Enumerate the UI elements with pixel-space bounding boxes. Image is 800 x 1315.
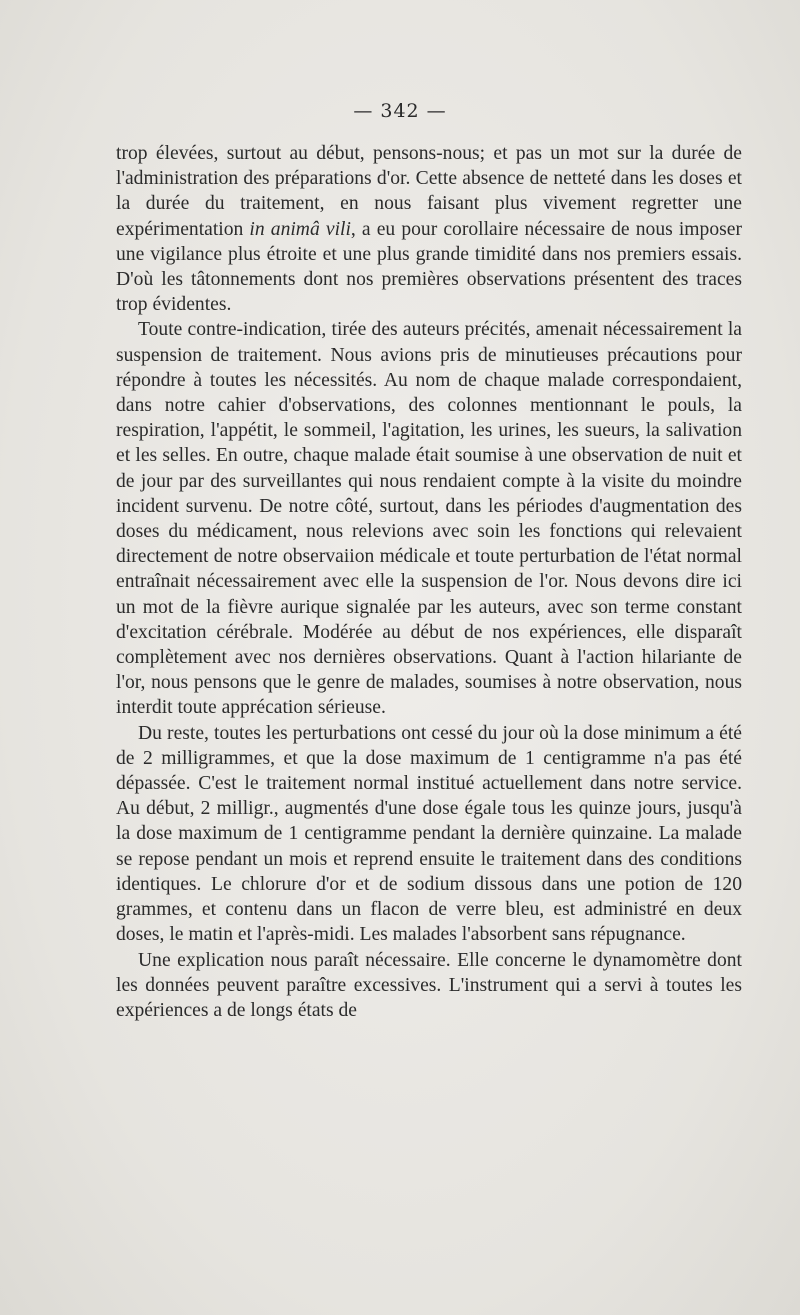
body-text xyxy=(116,141,742,1023)
paragraph-4: Une explication nous paraît nécessaire. Elle concerne le dynamomètre dont les données peuvent paraître excessives. L'instrument qui a servi à toutes les expériences a de longs états de xyxy=(116,949,742,1021)
paragraph-1-text-after: , a eu pour corollaire nécessaire de nous imposer une vigilance plus étroite et une plus grande timidité dans nos premiers essais. D'où les tâtonnements dont nos premières observations présentent des traces trop évidentes. xyxy=(116,218,742,316)
paragraph-3: Du reste, toutes les perturbations ont cessé du jour où la dose minimum a été de 2 milligrammes, et que la dose maximum de 1 centigramme n'a pas été dépassée. C'est le traitement normal institué actuellement dans notre service. Au début, 2 milligr., augmentés d'une dose égale tous les quinze jours, jusqu'à la dose maximum de 1 centigramme pendant la dernière quinzaine. La malade se repose pendant un mois et reprend ensuite le traitement dans des conditions identiques. Le chlorure d'or et de sodium dissous dans une potion de 120 grammes, et contenu dans un flacon de verre bleu, est administré en deux doses, le matin et l'après-midi. Les malades l'absorbent sans répugnance. xyxy=(116,722,742,946)
paragraph-2: Toute contre-indication, tirée des auteurs précités, amenait nécessairement la suspension de traitement. Nous avions pris de minutieuses précautions pour répondre à toutes les nécessités. Au nom de chaque malade correspondaient, dans notre cahier d'observations, des colonnes mentionnant le pouls, la respiration, l'appétit, le sommeil, l'agitation, les urines, les sueurs, la salivation et les selles. En outre, chaque malade était soumise à une observation de nuit et de jour par des surveillantes qui nous rendaient compte à la visite du moindre incident survenu. De notre côté, surtout, dans les périodes d'augmentation des doses du médicament, nous relevions avec soin les fonctions qui relevaient directement de notre observaiion médicale et toute perturbation de l'état normal entraînait nécessairement avec elle la suspension de l'or. Nous devons dire ici un mot de la fièvre aurique signalée par les auteurs, avec son terme constant d'excitation cérébrale. Modérée au début de nos expériences, elle disparaît complètement avec nos dernières observations. Quant à l'action hilariante de l'or, nous pensons que le genre de malades, soumises à notre observation, nous interdit toute apprécation sérieuse. xyxy=(116,319,742,719)
latin-phrase: in animâ vili xyxy=(249,218,351,240)
paragraph-1-text-before: trop élevées, surtout au début, pensons-nous; et pas un mot sur la durée de l'administration des préparations d'or. Cette absence de netteté dans les doses et la durée du traitement, en nous faisant plus vivement regretter une expérimentation xyxy=(116,143,742,240)
paragraph-1 xyxy=(116,141,742,317)
page-number: — 342 — xyxy=(353,100,447,122)
